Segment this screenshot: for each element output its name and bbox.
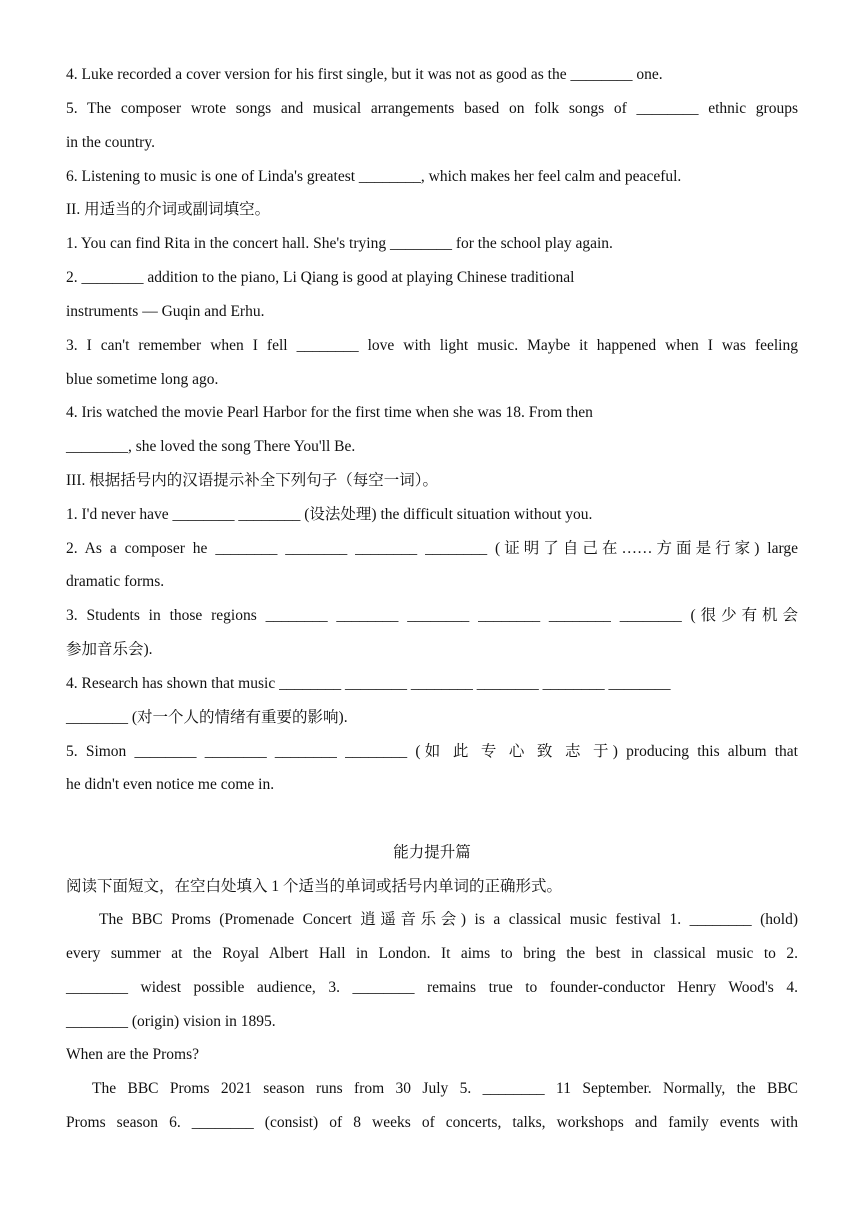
passage-subheading: When are the Proms? <box>66 1046 199 1063</box>
s3-question-1: 1. I'd never have ________ ________ (设法处理) the difficult situation without you. <box>66 506 593 523</box>
s2-question-3-line2: blue sometime long ago. <box>66 371 219 388</box>
s3-question-2-line2: dramatic forms. <box>66 573 165 590</box>
passage-p1-line2: every summer at the Royal Albert Hall in London. It aims to bring the best in classical music to 2. <box>66 945 798 962</box>
s2-question-2-line1: 2. ________ addition to the piano, Li Qiang is good at playing Chinese traditional <box>66 269 575 286</box>
s3-question-3-line2: 参加音乐会). <box>66 641 153 658</box>
section-2-heading: II. 用适当的介词或副词填空。 <box>66 201 271 218</box>
passage-p1-line1: The BBC Proms (Promenade Concert 逍遥音乐会) is a classical music festival 1. ________ (hold) <box>99 911 798 928</box>
s2-question-4-line2: ________, she loved the song There You'll Be. <box>66 438 356 455</box>
s1-question-5-line1: 5. The composer wrote songs and musical arrangements based on folk songs of ________ ethnic groups <box>66 100 798 117</box>
passage-p1-line4: ________ (origin) vision in 1895. <box>66 1013 276 1030</box>
s1-question-4: 4. Luke recorded a cover version for his first single, but it was not as good as the ________ one. <box>66 66 663 83</box>
s2-question-3-line1: 3. I can't remember when I fell ________ love with light music. Maybe it happened when I was feeling <box>66 337 798 354</box>
advanced-instruction: 阅读下面短文，在空白处填入 1 个适当的单词或括号内单词的正确形式。 <box>66 878 563 895</box>
passage-p2-line1: The BBC Proms 2021 season runs from 30 July 5. ________ 11 September. Normally, the BBC <box>92 1080 798 1097</box>
passage-p2-line2: Proms season 6. ________ (consist) of 8 weeks of concerts, talks, workshops and family events with <box>66 1114 798 1131</box>
advanced-section-title: 能力提升篇 <box>393 844 471 861</box>
s2-question-2-line2: instruments — Guqin and Erhu. <box>66 303 265 320</box>
s2-question-4-line1: 4. Iris watched the movie Pearl Harbor for the first time when she was 18. From then <box>66 404 593 421</box>
s3-question-5-line1: 5. Simon ________ ________ ________ ________ (如 此 专 心 致 志 于) producing this album that <box>66 743 798 760</box>
s3-question-2-line1: 2. As a composer he ________ ________ ________ ________ (证明了自己在……方面是行家) large <box>66 540 798 557</box>
s3-question-5-line2: he didn't even notice me come in. <box>66 776 275 793</box>
s3-question-4-line1: 4. Research has shown that music ________ ________ ________ ________ ________ ________ <box>66 675 671 692</box>
s1-question-6: 6. Listening to music is one of Linda's greatest ________, which makes her feel calm and peaceful. <box>66 168 682 185</box>
section-3-heading: III. 根据括号内的汉语提示补全下列句子（每空一词）。 <box>66 472 438 489</box>
s3-question-4-line2: ________ (对一个人的情绪有重要的影响). <box>66 709 348 726</box>
passage-p1-line3: ________ widest possible audience, 3. ________ remains true to founder-conductor Henry Wood's 4. <box>66 979 798 996</box>
s1-question-5-line2: in the country. <box>66 134 155 151</box>
s2-question-1: 1. You can find Rita in the concert hall. She's trying ________ for the school play again. <box>66 235 613 252</box>
s3-question-3-line1: 3. Students in those regions ________ ________ ________ ________ ________ ________ (很少有机会 <box>66 607 798 624</box>
